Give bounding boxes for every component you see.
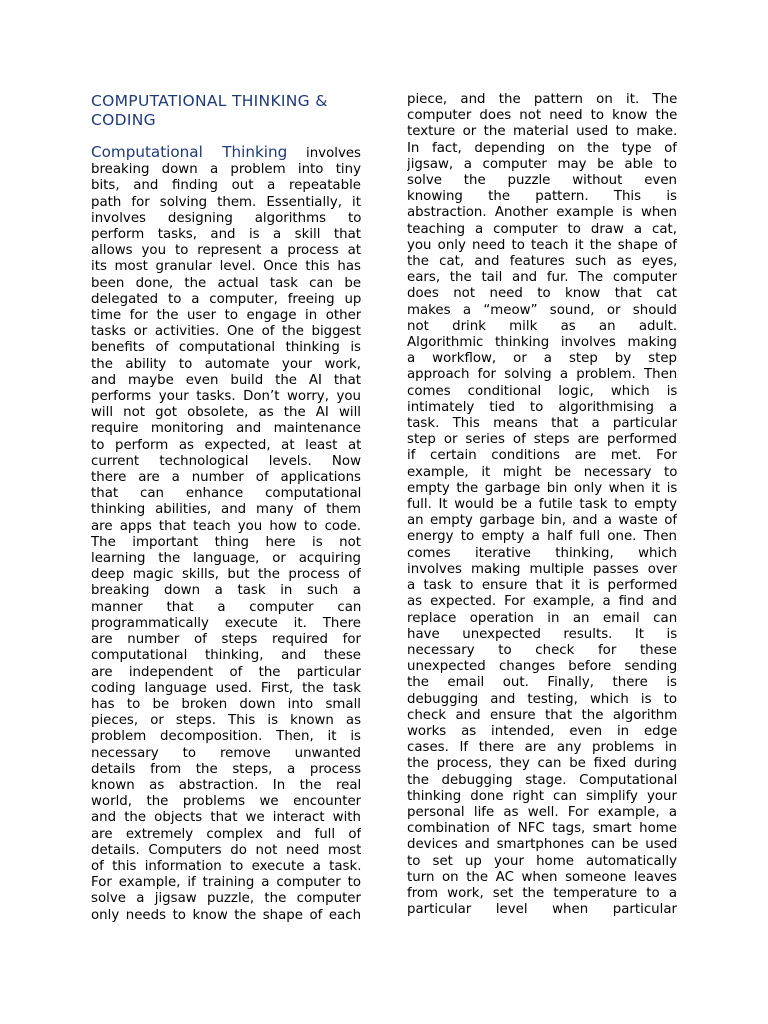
text-line: the ability to automate your work, (91, 356, 361, 372)
text-line: and the objects that we interact with (91, 810, 361, 826)
text-line: benefits of computational thinking is (91, 340, 361, 356)
text-line: cases. If there are any problems in (407, 740, 677, 756)
text-line: solve a jigsaw puzzle, the computer (91, 891, 361, 907)
right-column (407, 92, 677, 918)
text-line: particular level when particular (407, 902, 677, 918)
text-line: only needs to know the shape of each (91, 907, 361, 923)
text-line: necessary to remove unwanted (91, 745, 361, 761)
text-line: will not got obsolete, as the AI will (91, 405, 361, 421)
text-line: abstraction. Another example is when (407, 205, 677, 221)
text-line: turn on the AC when someone leaves (407, 869, 677, 885)
text-line: involves designing algorithms to (91, 210, 361, 226)
text-line: are number of steps required for (91, 632, 361, 648)
text-line: debugging and testing, which is to (407, 691, 677, 707)
text-line: In fact, depending on the type of (407, 140, 677, 156)
text-line: are independent of the particular (91, 664, 361, 680)
text-line: performs your tasks. Don’t worry, you (91, 389, 361, 405)
text-line: texture or the material used to make. (407, 124, 677, 140)
text-line: jigsaw, a computer may be able to (407, 156, 677, 172)
text-line: details. Computers do not need most (91, 842, 361, 858)
text-line: a task to ensure that it is performed (407, 578, 677, 594)
text-line: coding language used. First, the task (91, 680, 361, 696)
text-line: as expected. For example, a find and (407, 594, 677, 610)
text-line: breaking down a task in such a (91, 583, 361, 599)
text-line: task. This means that a particular (407, 416, 677, 432)
section-subheading: Computational Thinking (91, 144, 288, 161)
text-line: replace operation in an email can (407, 610, 677, 626)
article-title: COMPUTATIONAL THINKING & CODING (91, 92, 328, 129)
text-line: path for solving them. Essentially, it (91, 194, 361, 210)
text-line: ears, the tail and fur. The computer (407, 270, 677, 286)
text-line: its most granular level. Once this has (91, 259, 361, 275)
text-line: allows you to represent a process at (91, 243, 361, 259)
text-line: comes iterative thinking, which (407, 545, 677, 561)
text-line: step or series of steps are performed (407, 432, 677, 448)
text-line: the cat, and features such as eyes, (407, 254, 677, 270)
text-line: works as intended, even in edge (407, 723, 677, 739)
text-line: require monitoring and maintenance (91, 421, 361, 437)
text-line: energy to empty a half full one. Then (407, 529, 677, 545)
text-line: an empty garbage bin, and a waste of (407, 513, 677, 529)
text-line: the email out. Finally, there is (407, 675, 677, 691)
text-line: are extremely complex and full of (91, 826, 361, 842)
text-line: empty the garbage bin only when it is (407, 480, 677, 496)
left-column (91, 92, 361, 924)
text-line: known as abstraction. In the real (91, 777, 361, 793)
text-line: piece, and the pattern on it. The (407, 92, 677, 107)
text-line: the process, they can be fixed during (407, 756, 677, 772)
text-line: computer does not need to know the (407, 108, 677, 124)
text-line: not drink milk as an adult. (407, 318, 677, 334)
text-line: to perform as expected, at least at (91, 437, 361, 453)
first-line (91, 144, 361, 162)
text-line: are apps that teach you how to code. (91, 518, 361, 534)
text-line: have unexpected results. It is (407, 626, 677, 642)
text-line: computational thinking, and these (91, 648, 361, 664)
text-line: thinking abilities, and many of them (91, 502, 361, 518)
text-line: solve the puzzle without even (407, 173, 677, 189)
text-line: learning the language, or acquiring (91, 551, 361, 567)
text-line: bits, and finding out a repeatable (91, 178, 361, 194)
text-line: Algorithmic thinking involves making (407, 335, 677, 351)
text-line: makes a “meow” sound, or should (407, 302, 677, 318)
text-line: world, the problems we encounter (91, 794, 361, 810)
text-line: example, it might be necessary to (407, 464, 677, 480)
text-line: the debugging stage. Computational (407, 772, 677, 788)
text-line: been done, the actual task can be (91, 275, 361, 291)
text-line: there are a number of applications (91, 470, 361, 486)
text-line: of this information to execute a task. (91, 858, 361, 874)
text-line: involves making multiple passes over (407, 561, 677, 577)
text-line: manner that a computer can (91, 599, 361, 615)
text-line: has to be broken down into small (91, 696, 361, 712)
text-line: involves (287, 146, 361, 161)
text-line: you only need to teach it the shape of (407, 237, 677, 253)
text-line: The important thing here is not (91, 534, 361, 550)
text-line: current technological levels. Now (91, 453, 361, 469)
text-line: thinking done right can simplify your (407, 788, 677, 804)
text-line: approach for solving a problem. Then (407, 367, 677, 383)
text-line: full. It would be a futile task to empty (407, 497, 677, 513)
text-line: does not need to know that cat (407, 286, 677, 302)
text-line: necessary to check for these (407, 642, 677, 658)
text-line: pieces, or steps. This is known as (91, 713, 361, 729)
text-line: comes conditional logic, which is (407, 383, 677, 399)
text-line: from work, set the temperature to a (407, 885, 677, 901)
right-column-body (407, 92, 677, 918)
text-line: devices and smartphones can be used (407, 837, 677, 853)
left-column-body (91, 144, 361, 924)
text-line: breaking down a problem into tiny (91, 162, 361, 178)
text-line: perform tasks, and is a skill that (91, 227, 361, 243)
text-line: that can enhance computational (91, 486, 361, 502)
text-line: delegated to a computer, freeing up (91, 291, 361, 307)
text-line: For example, if training a computer to (91, 875, 361, 891)
text-line: knowing the pattern. This is (407, 189, 677, 205)
text-line: a workflow, or a step by step (407, 351, 677, 367)
text-line: check and ensure that the algorithm (407, 707, 677, 723)
text-line: problem decomposition. Then, it is (91, 729, 361, 745)
text-line: personal life as well. For example, a (407, 804, 677, 820)
text-line: details from the steps, a process (91, 761, 361, 777)
text-line: unexpected changes before sending (407, 659, 677, 675)
text-line: to set up your home automatically (407, 853, 677, 869)
text-line: intimately tied to algorithmising a (407, 399, 677, 415)
text-line: deep magic skills, but the process of (91, 567, 361, 583)
text-line: if certain conditions are met. For (407, 448, 677, 464)
text-line: combination of NFC tags, smart home (407, 821, 677, 837)
text-line: programmatically execute it. There (91, 615, 361, 631)
text-line: and maybe even build the AI that (91, 372, 361, 388)
text-line: time for the user to engage in other (91, 308, 361, 324)
text-line: teaching a computer to draw a cat, (407, 221, 677, 237)
text-line: tasks or activities. One of the biggest (91, 324, 361, 340)
